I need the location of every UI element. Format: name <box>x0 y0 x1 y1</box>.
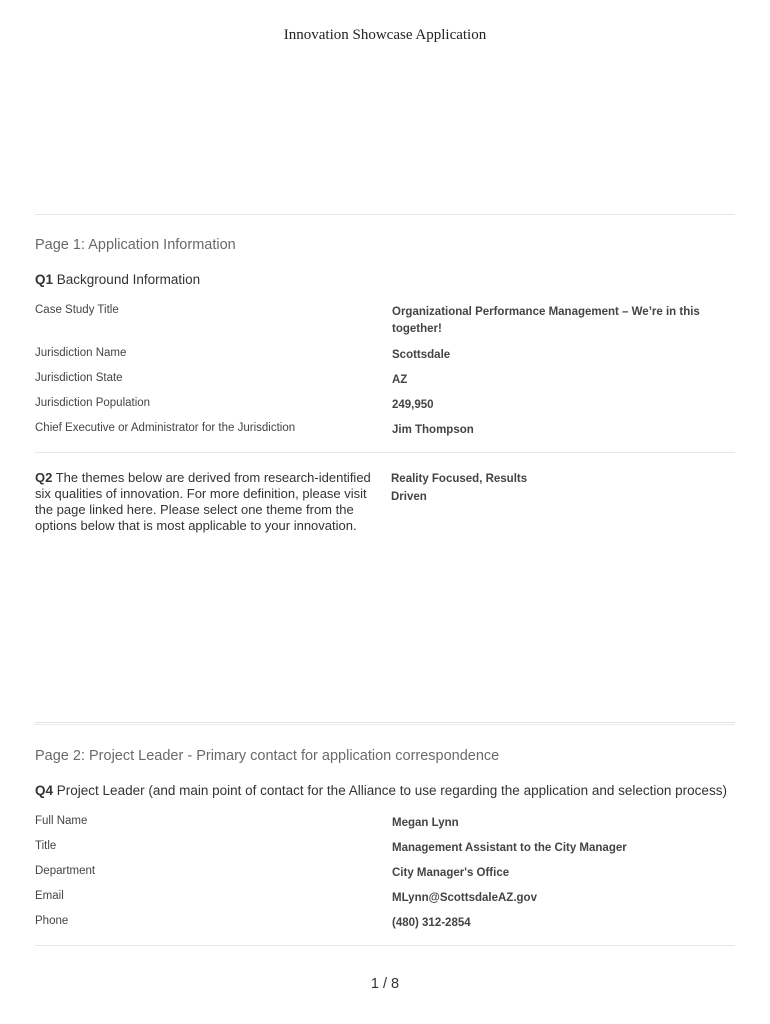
field-row-chief-executive <box>35 422 735 442</box>
field-value: Megan Lynn <box>392 817 459 829</box>
field-value: 249,950 <box>392 399 434 411</box>
q4-number: Q4 <box>35 783 54 798</box>
q1-text: Background Information <box>56 272 201 287</box>
field-label: Jurisdiction Name <box>35 347 127 359</box>
field-label: Title <box>35 840 57 852</box>
field-label: Jurisdiction Population <box>35 397 151 409</box>
page2-heading: Page 2: Project Leader - Primary contact for application correspondence <box>35 748 500 764</box>
field-value: Management Assistant to the City Manager <box>392 842 627 854</box>
field-row-title <box>35 840 735 860</box>
q2-text: The themes below are derived from research-identified six qualities of innovation. For more definition, please visit the page linked here. Please select one theme from the options below that is most applicable to your innovation. <box>35 470 371 533</box>
field-label: Case Study Title <box>35 304 119 316</box>
q4-heading <box>35 783 727 798</box>
page-indicator: 1 / 8 <box>370 976 400 992</box>
q2-number: Q2 <box>35 470 53 485</box>
divider <box>35 214 735 215</box>
q2-question <box>35 470 380 534</box>
field-label: Chief Executive or Administrator for the Jurisdiction <box>35 422 296 434</box>
field-value: City Manager's Office <box>392 867 510 879</box>
q1-heading <box>35 272 200 287</box>
field-label: Department <box>35 865 96 877</box>
field-label: Email <box>35 890 64 902</box>
field-label: Phone <box>35 915 69 927</box>
field-value: MLynn@ScottsdaleAZ.gov <box>392 892 537 904</box>
field-value: Jim Thompson <box>392 424 474 436</box>
field-row-department <box>35 865 735 885</box>
field-row-email <box>35 890 735 910</box>
field-value: Organizational Performance Management – We’re in this together! <box>392 306 700 335</box>
field-row-jurisdiction-state <box>35 372 735 392</box>
field-row-phone <box>35 915 735 935</box>
field-label: Jurisdiction State <box>35 372 123 384</box>
field-label: Full Name <box>35 815 88 827</box>
page1-heading: Page 1: Application Information <box>35 237 236 253</box>
field-value: (480) 312-2854 <box>392 917 471 929</box>
q1-number: Q1 <box>35 272 54 287</box>
q4-text: Project Leader (and main point of contact for the Alliance to use regarding the application and selection process) <box>56 783 727 798</box>
field-row-case-study-title <box>35 304 735 335</box>
q2-answer: Reality Focused, Results Driven <box>391 473 528 503</box>
field-value: AZ <box>392 374 408 386</box>
field-value: Scottsdale <box>392 349 451 361</box>
document-title: Innovation Showcase Application <box>283 27 487 43</box>
page-break-divider <box>35 722 735 723</box>
divider <box>35 945 735 946</box>
field-row-jurisdiction-name <box>35 347 735 367</box>
divider <box>35 452 735 453</box>
field-row-jurisdiction-population <box>35 397 735 417</box>
field-row-full-name <box>35 815 735 835</box>
